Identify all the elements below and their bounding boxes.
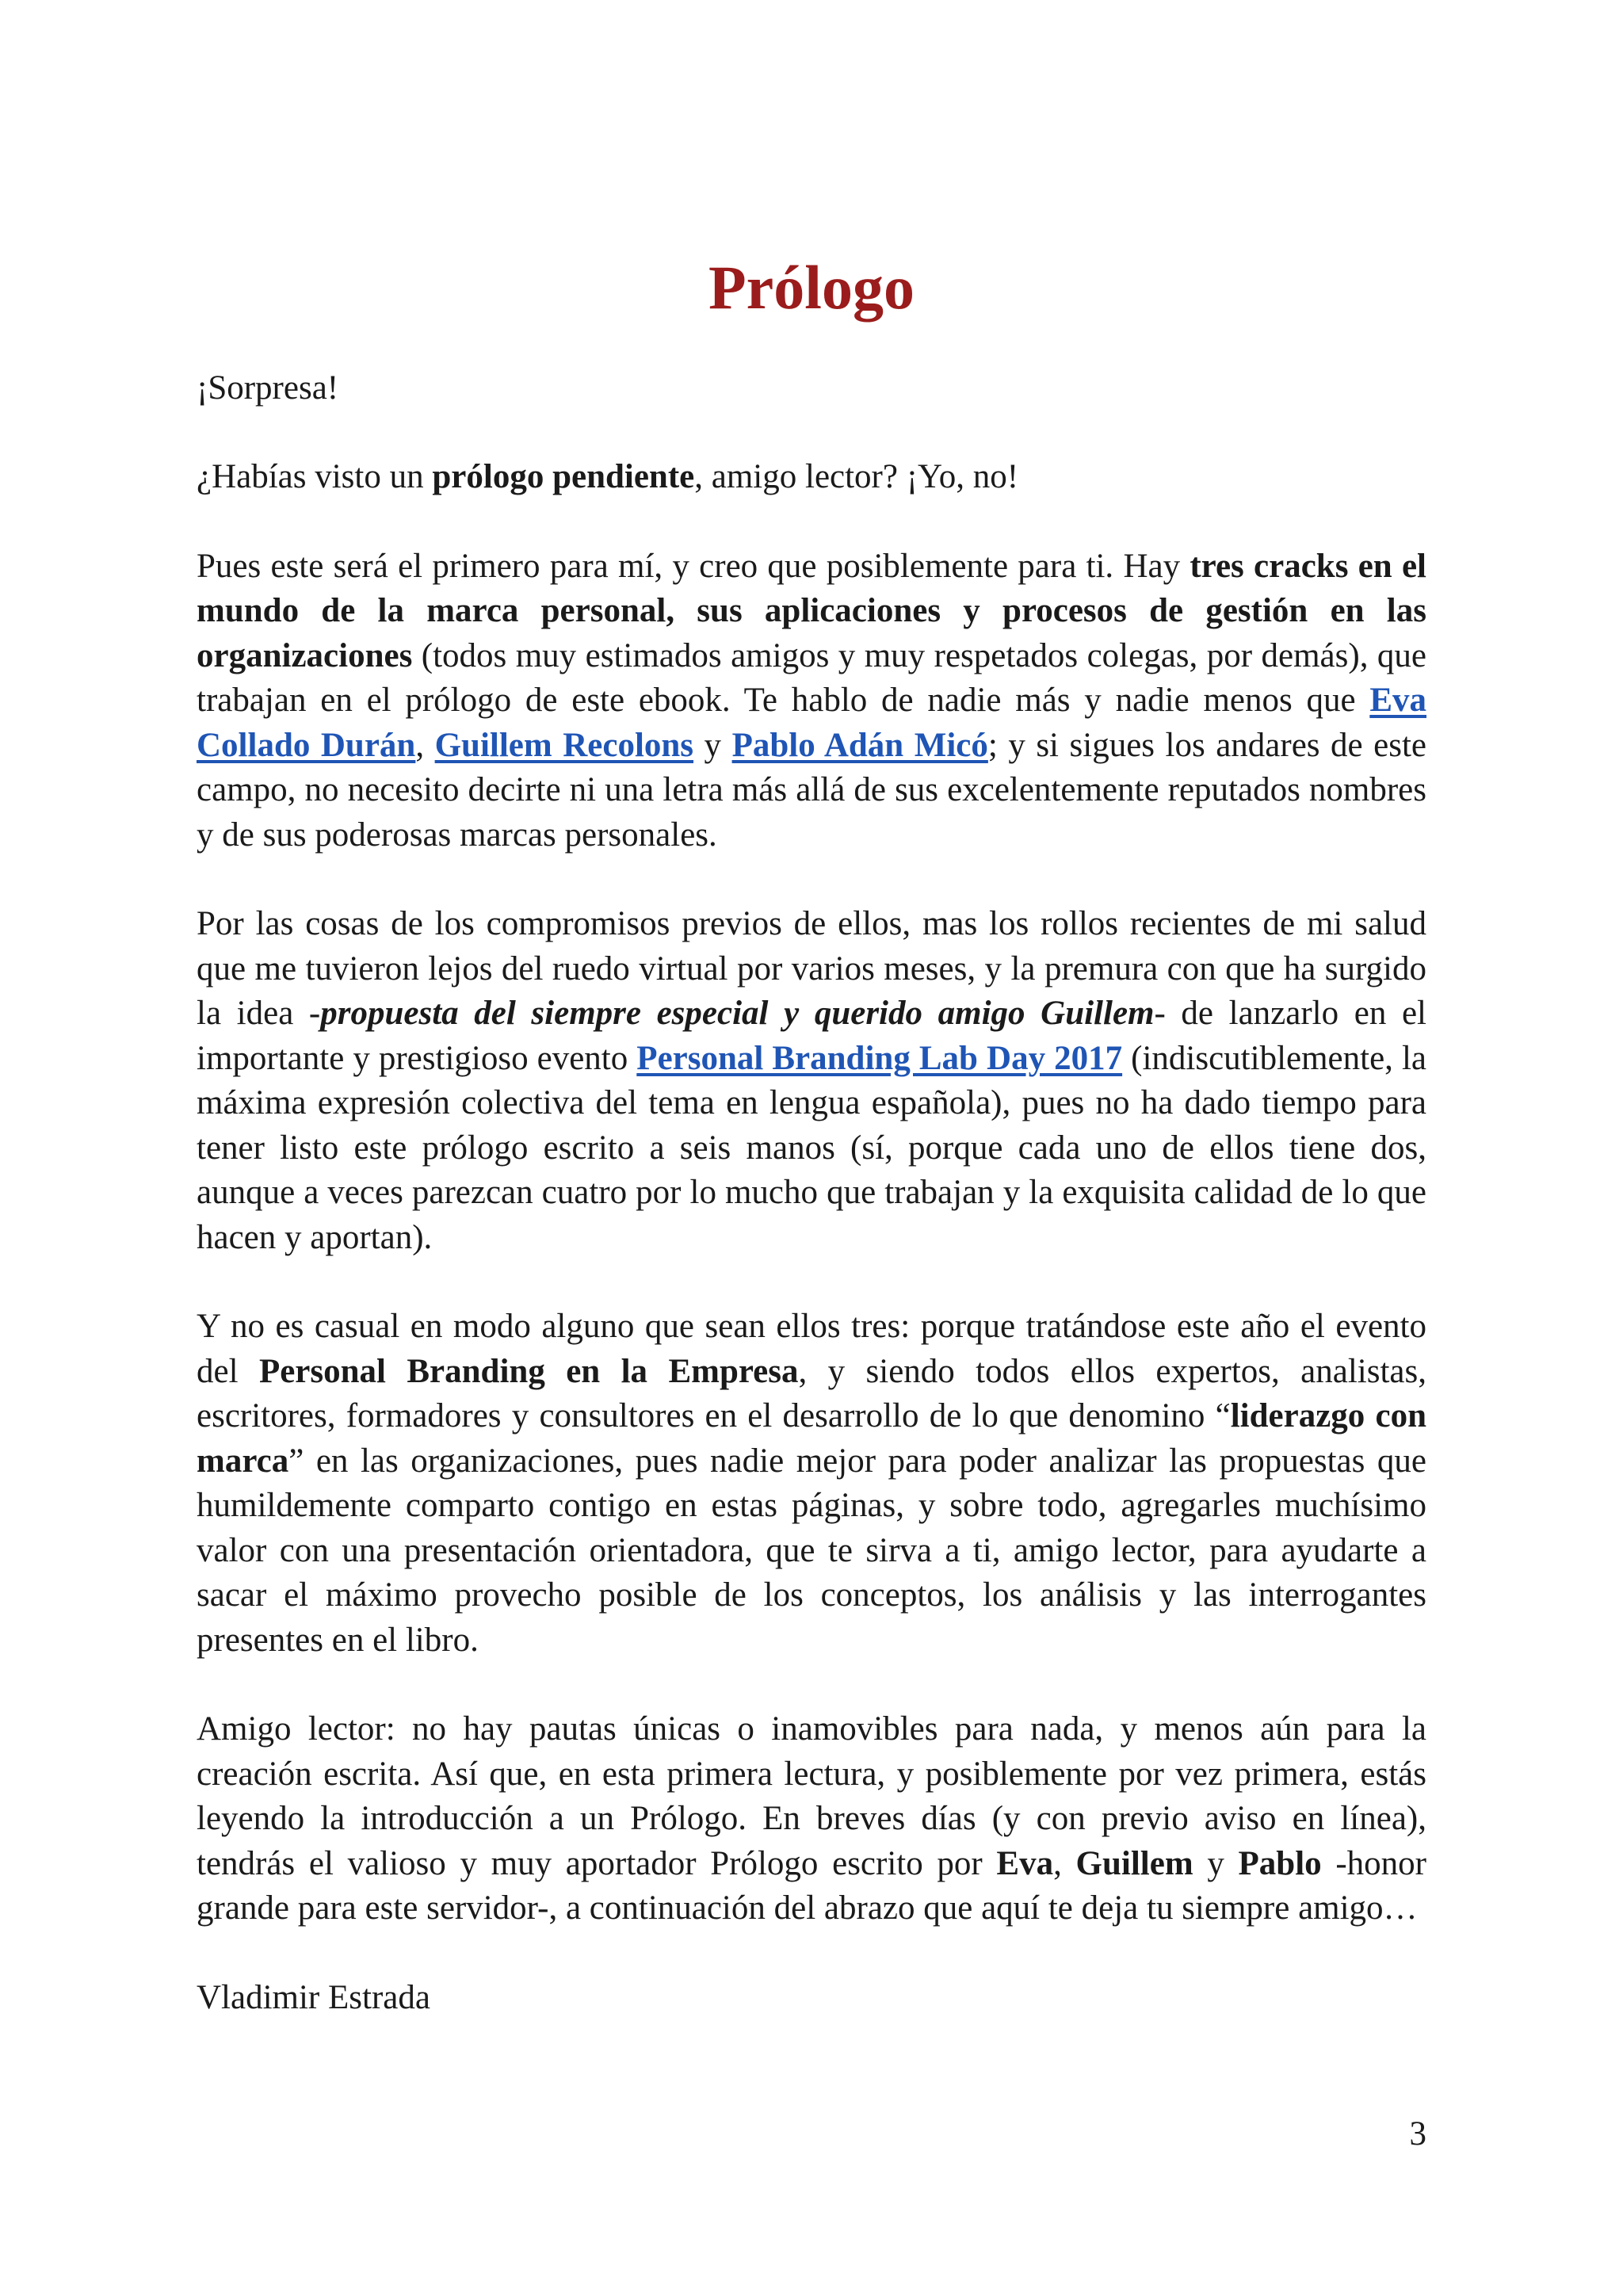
bold-phrase: prólogo pendiente bbox=[432, 458, 695, 496]
text-run: ¿Habías visto un bbox=[197, 458, 433, 496]
bold-italic-phrase: propuesta del siempre especial y querido amigo Guillem bbox=[320, 995, 1155, 1033]
paragraph-why-three bbox=[197, 1305, 1426, 1663]
text-run: ” en las organizaciones, pues nadie mejor para poder analizar las propuestas que humildemente comparto contigo en estas páginas, y sobre todo, agregarles muchísimo valor con una presentación orientadora, que te sirva a ti, amigo lector, para ayudarte a sacar el máximo provecho posible de los conceptos, los análisis y las interrogantes presentes en el libro. bbox=[197, 1442, 1426, 1659]
bold-phrase: tres cracks en el mundo de la marca personal, sus aplicaciones y procesos de gestión en las organizaciones bbox=[197, 547, 1427, 674]
paragraph-reader bbox=[197, 1707, 1426, 1931]
text-run: y bbox=[693, 726, 732, 764]
text-run: Pues este será el primero para mí, y creo que posiblemente para ti. Hay bbox=[197, 547, 1190, 585]
paragraph-event bbox=[197, 902, 1426, 1260]
text-run: (indiscutiblemente, la máxima expresión colectiva del tema en lengua española), pues no ha dado tiempo para tener listo este prólogo escrito a seis manos (sí, porque cada uno de ellos tiene dos, aunque a veces parezcan cuatro por lo mucho que trabajan y la exquisita calidad de lo que hacen y aportan). bbox=[197, 1039, 1427, 1256]
text-run: ; y si sigues los andares de este campo, no necesito decirte ni una letra más allá de sus excelentemente reputados nombres y de sus poderosas marcas personales. bbox=[197, 726, 1426, 854]
link-eva-collado-duran[interactable]: Eva Collado Durán bbox=[197, 682, 1426, 764]
bold-name: Guillem bbox=[1075, 1844, 1193, 1882]
bold-phrase: liderazgo con marca bbox=[197, 1397, 1426, 1480]
text-run: Amigo lector: no hay pautas únicas o inamovibles para nada, y menos aún para la creación escrita. Así que, en esta primera lectura, y posiblemente por vez primera, estás leyendo la introducción a un Prólogo. En breves días (y con previo aviso en línea), tendrás el valioso y muy aportador Prólogo escrito por bbox=[197, 1710, 1426, 1882]
text-run: Por las cosas de los compromisos previos de ellos, mas los rollos recientes de mi salud que me tuvieron lejos del ruedo virtual por varios meses, y la premura con que ha surgido la idea - bbox=[197, 905, 1426, 1033]
link-guillem-recolons[interactable]: Guillem Recolons bbox=[434, 726, 694, 764]
paragraph-question bbox=[197, 455, 1426, 500]
text-run: , y siendo todos ellos expertos, analistas, escritores, formadores y consultores en el desarrollo de lo que denomino “ bbox=[197, 1352, 1426, 1435]
text-run: (todos muy estimados amigos y muy respetados colegas, por demás), que trabajan en el prólogo de este ebook. Te hablo de nadie más y nadie menos que bbox=[197, 636, 1426, 720]
bold-name: Eva bbox=[996, 1844, 1054, 1882]
bold-phrase: Personal Branding en la Empresa bbox=[258, 1352, 799, 1390]
page-title: Prólogo bbox=[708, 253, 915, 322]
text-run: , bbox=[415, 726, 435, 764]
paragraph-authors bbox=[197, 544, 1426, 858]
prologue-content bbox=[197, 254, 1426, 2065]
bold-name: Pablo bbox=[1238, 1844, 1322, 1882]
text-run: y bbox=[1193, 1844, 1239, 1882]
text-run: -honor grande para este servidor-, a continuación del abrazo que aquí te deja tu siempre amigo… bbox=[197, 1844, 1426, 1927]
page-number: 3 bbox=[1409, 2115, 1426, 2153]
link-pablo-adan-mico[interactable]: Pablo Adán Micó bbox=[731, 726, 988, 764]
text-run: - de lanzarlo en el importante y prestigioso evento bbox=[197, 995, 1426, 1077]
paragraph-surprise: ¡Sorpresa! bbox=[197, 369, 339, 407]
text-run: , amigo lector? ¡Yo, no! bbox=[694, 458, 1019, 496]
link-personal-branding-lab-day[interactable]: Personal Branding Lab Day 2017 bbox=[636, 1039, 1123, 1077]
text-run: , bbox=[1053, 1844, 1076, 1882]
signature: Vladimir Estrada bbox=[197, 1978, 430, 2016]
text-run: Y no es casual en modo alguno que sean ellos tres: porque tratándose este año el evento del bbox=[197, 1308, 1426, 1390]
